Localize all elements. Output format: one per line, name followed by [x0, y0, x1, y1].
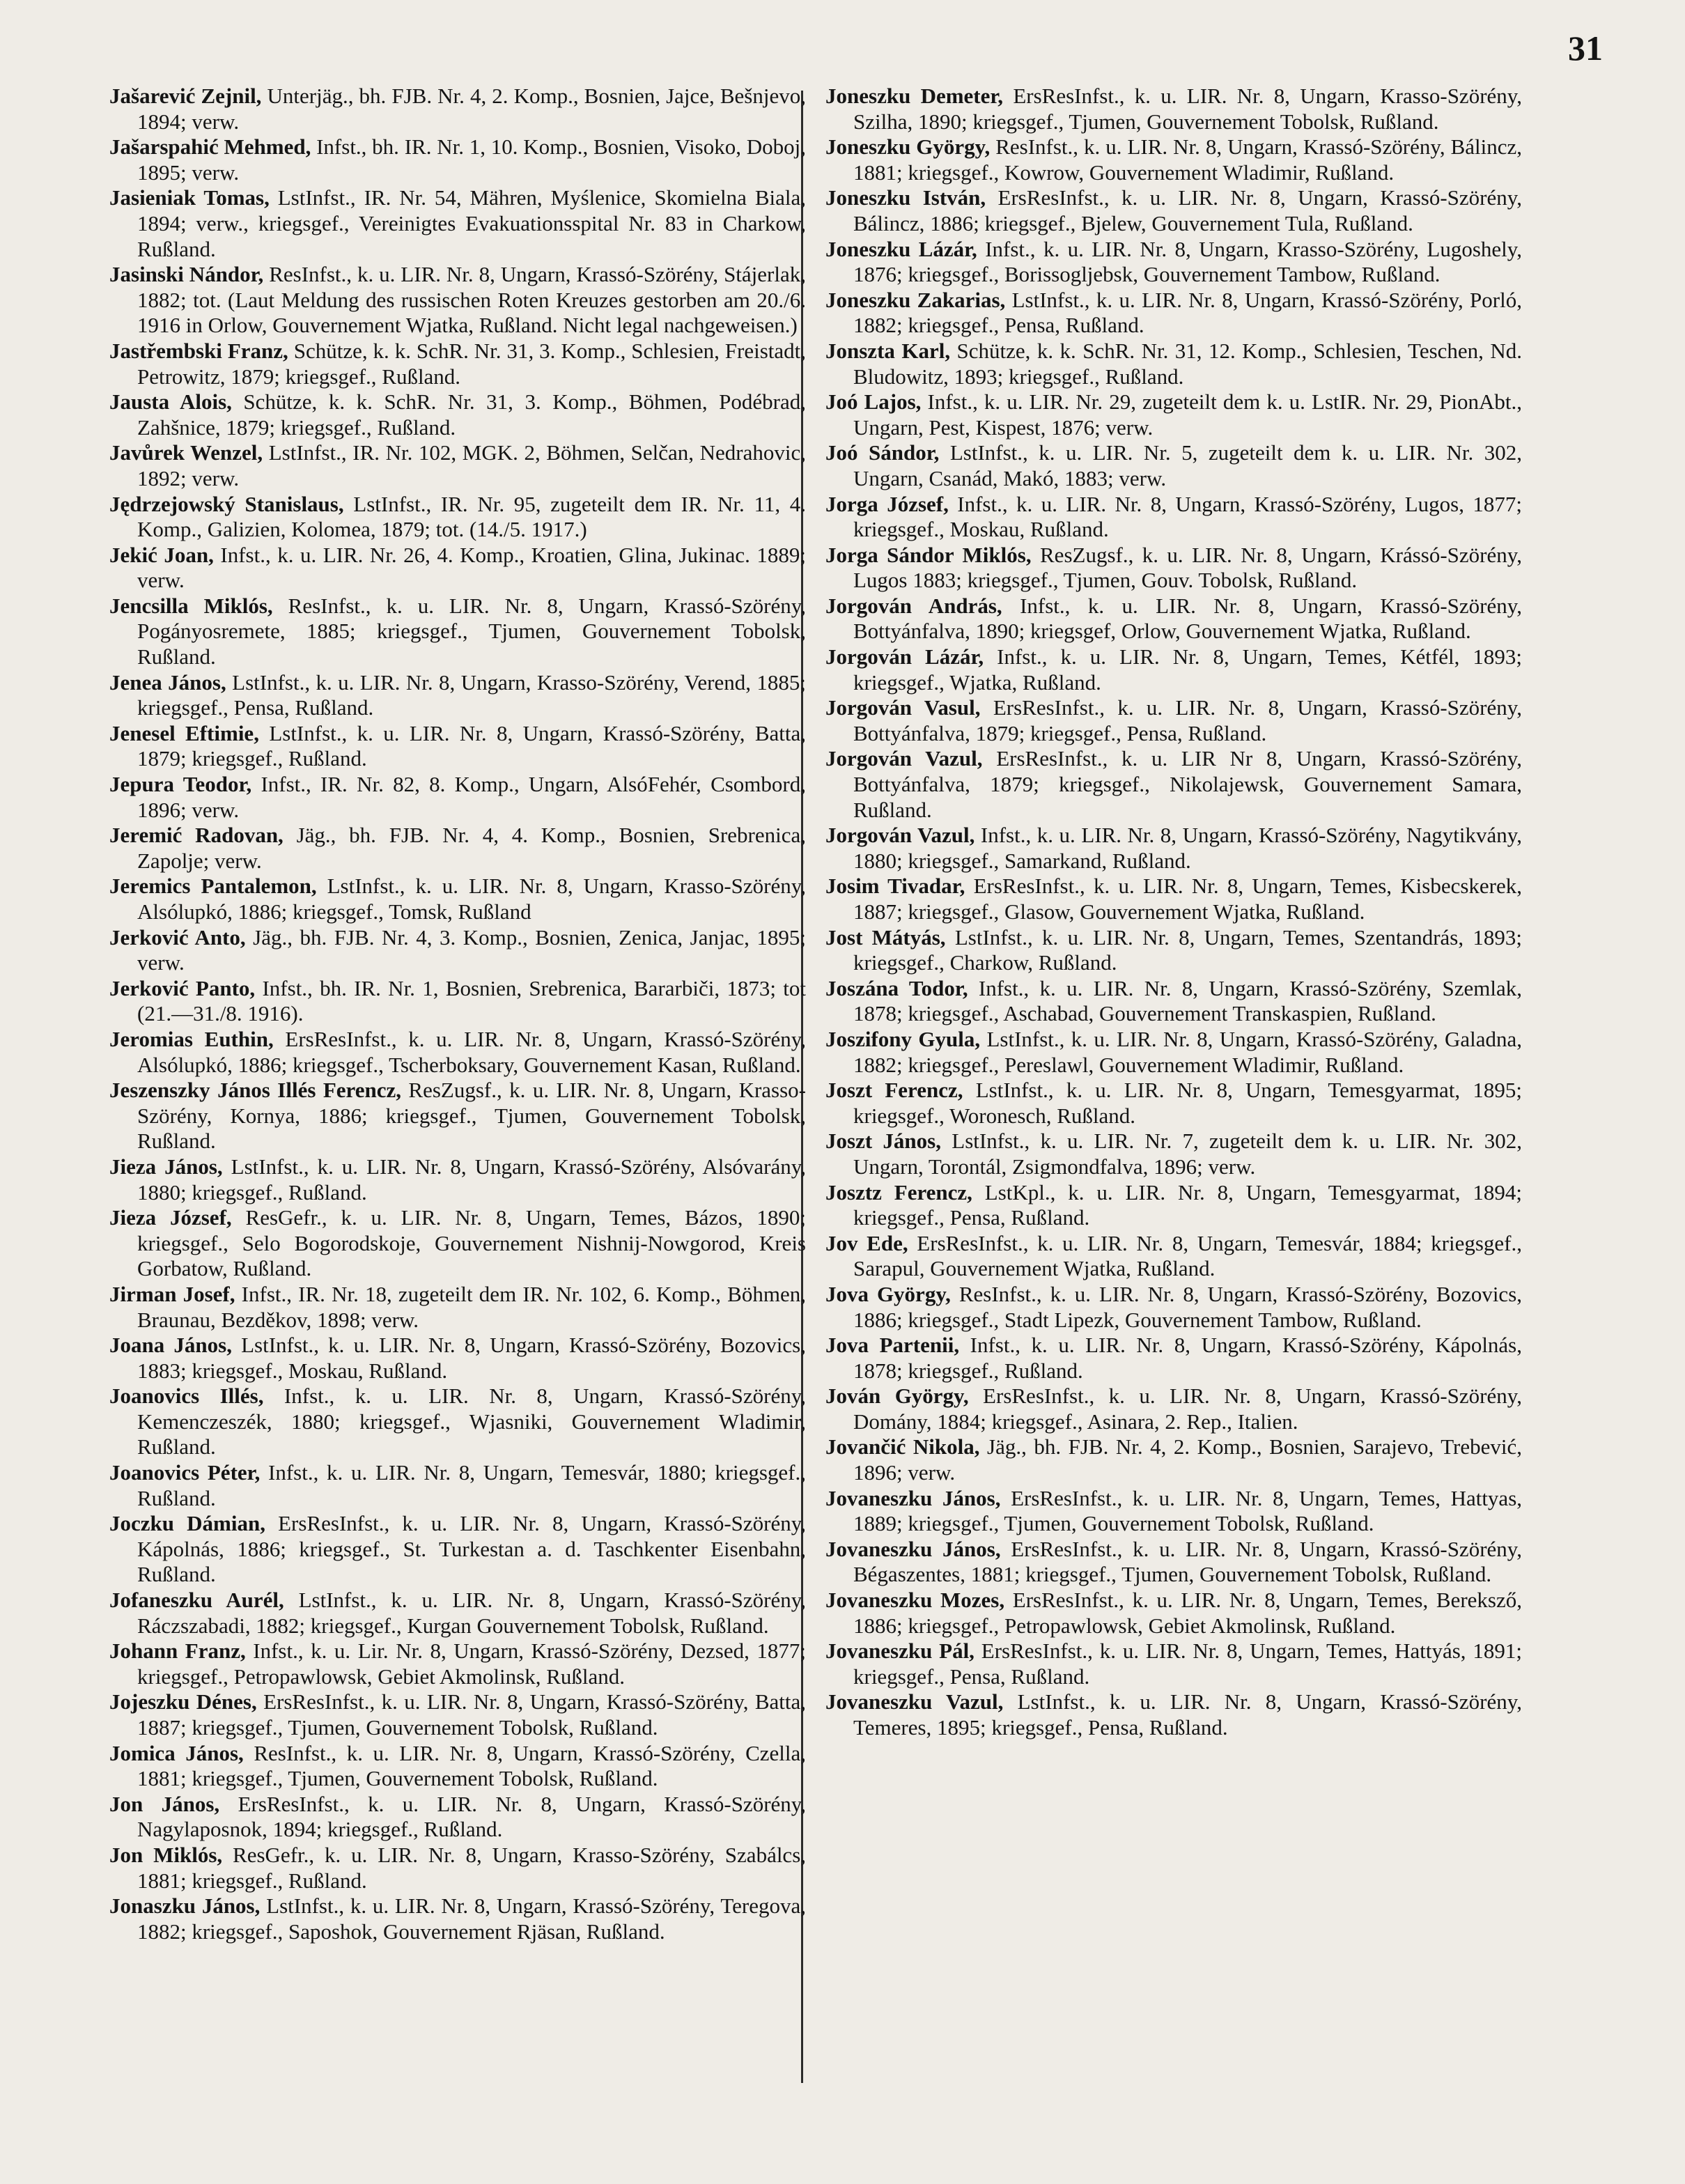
- entry-name: Johann Franz,: [109, 1639, 246, 1664]
- list-entry: [109, 1639, 806, 1689]
- entry-name: Josim Tivadar,: [825, 874, 965, 899]
- entry-details: LstInfst., k. u. LIR. Nr. 8, Ungarn, Krassó-Szörény, Porló, 1882; kriegsgef., Pensa, Rußland.: [853, 287, 1522, 338]
- entry-details: ErsResInfst., k. u. LIR. Nr. 8, Ungarn, Krassó-Szörény, Bégaszentes, 1881; kriegsgef., Tjumen, Gouvernement Tobolsk, Rußland.: [853, 1536, 1523, 1587]
- list-entry: [825, 644, 1522, 695]
- entry-name: Jorgován Vazul,: [825, 746, 983, 771]
- entry-name: Joszt János,: [825, 1129, 941, 1154]
- entry-name: Jorgován Vasul,: [825, 695, 981, 720]
- entry-details: ErsResInfst., k. u. LIR. Nr. 8, Ungarn, Krassó-Szörény, Bottyánfalva, 1879; kriegsgef., Pensa, Rußland.: [853, 695, 1523, 745]
- entry-details: Infst., k. u. LIR. Nr. 8, Ungarn, Krassó-Szörény, Szemlak, 1878; kriegsgef., Aschabad, Gouvernement Transkaspien, Rußland.: [853, 975, 1522, 1026]
- list-entry: [109, 134, 806, 185]
- entry-details: Schütze, k. k. SchR. Nr. 31, 3. Komp., Böhmen, Podébrad, Zahšnice, 1879; kriegsgef., Rußland.: [137, 389, 806, 440]
- entry-details: Jäg., bh. FJB. Nr. 4, 3. Komp., Bosnien, Zenica, Janjac, 1895; verw.: [137, 924, 807, 975]
- list-entry: [109, 721, 806, 772]
- entry-details: ResGefr., k. u. LIR. Nr. 8, Ungarn, Krasso-Szörény, Szabálcs, 1881; kriegsgef., Rußland.: [137, 1842, 807, 1893]
- entry-name: Jonszta Karl,: [825, 338, 951, 363]
- list-entry: [825, 1588, 1522, 1639]
- entry-name: Joó Lajos,: [825, 389, 922, 415]
- entry-details: Schütze, k. k. SchR. Nr. 31, 12. Komp., Schlesien, Teschen, Nd. Bludowitz, 1893; kriegsgef., Rußland.: [853, 338, 1523, 389]
- entry-name: Jerković Panto,: [109, 975, 256, 1000]
- entry-details: ResZugsf., k. u. LIR. Nr. 8, Ungarn, Krasso-Szörény, Kornya, 1886; kriegsgef., Tjumen, Gouvernement Tobolsk, Rußland.: [137, 1078, 806, 1154]
- list-entry: [825, 1027, 1522, 1078]
- entry-details: LstInfst., IR. Nr. 95, zugeteilt dem IR. Nr. 11, 4. Komp., Galizien, Kolomea, 1879; tot. (14./5. 1917.): [137, 491, 806, 542]
- entry-name: Joczku Dámian,: [109, 1511, 265, 1536]
- list-entry: [109, 1893, 806, 1944]
- list-entry: [825, 1639, 1522, 1689]
- entry-name: Jojeszku Dénes,: [109, 1689, 257, 1714]
- list-entry: [109, 440, 806, 491]
- list-entry: [109, 976, 806, 1027]
- entry-name: Joszt Ferencz,: [825, 1078, 963, 1103]
- list-entry: [825, 746, 1522, 823]
- entry-details: LstInfst., k. u. LIR. Nr. 8, Ungarn, Krasso-Szörény, Verend, 1885; kriegsgef., Pensa, Rußland.: [137, 669, 806, 720]
- list-entry: [825, 1231, 1522, 1282]
- entry-name: Jorgován András,: [825, 593, 1002, 618]
- entry-details: ErsResInfst., k. u. LIR. Nr. 8, Ungarn, Temesvár, 1884; kriegsgef., Sarapul, Gouvernement Wjatka, Rußland.: [853, 1230, 1522, 1281]
- list-entry: [825, 84, 1522, 134]
- entry-details: ErsResInfst., k. u. LIR. Nr. 8, Ungarn, Krassó-Szörény, Nagylaposnok, 1894; kriegsgef., Rußland.: [137, 1791, 807, 1842]
- list-entry: [825, 1434, 1522, 1485]
- list-entry: [109, 772, 806, 823]
- list-entry: [825, 1537, 1522, 1588]
- entry-name: Jerković Anto,: [109, 924, 246, 950]
- list-entry: [825, 1486, 1522, 1537]
- list-entry: [825, 1384, 1522, 1434]
- entry-details: ErsResInfst., k. u. LIR. Nr. 8, Ungarn, Temes, Bereksző, 1886; kriegsgef., Petropawlowsk, Gebiet Akmolinsk, Rußland.: [853, 1588, 1522, 1638]
- entry-details: ResInfst., k. u. LIR. Nr. 8, Ungarn, Krassó-Szörény, Bálincz, 1881; kriegsgef., Kowrow, Gouvernement Wladimir, Rußland.: [853, 134, 1523, 185]
- list-entry: [109, 1588, 806, 1639]
- list-entry: [109, 543, 806, 594]
- entry-details: ResInfst., k. u. LIR. Nr. 8, Ungarn, Krassó-Szörény, Stájerlak, 1882; tot. (Laut Meldung des russischen Roten Kreuzes gestorben am 20./6. 1916 in Orlow, Gouvernement Wjatka, Rußland. Nicht legal nachgeweisen.): [137, 262, 806, 338]
- list-entry: [109, 492, 806, 543]
- entry-details: LstKpl., k. u. LIR. Nr. 8, Ungarn, Temesgyarmat, 1894; kriegsgef., Pensa, Rußland.: [853, 1179, 1522, 1230]
- entry-details: ResZugsf., k. u. LIR. Nr. 8, Ungarn, Krássó-Szörény, Lugos 1883; kriegsgef., Tjumen, Gouv. Tobolsk, Rußland.: [853, 542, 1522, 593]
- entry-name: Javůrek Wenzel,: [109, 440, 263, 465]
- entry-name: Jekić Joan,: [109, 542, 214, 567]
- entry-details: Infst., k. u. LIR. Nr. 8, Ungarn, Krassó-Szörény, Bottyánfalva, 1890; kriegsgef, Orlow, Gouvernement Wjatka, Rußland.: [853, 593, 1522, 644]
- list-entry: [825, 1333, 1522, 1384]
- entry-details: Infst., k. u. LIR. Nr. 8, Ungarn, Krassó-Szörény, Kápolnás, 1878; kriegsgef., Rußland.: [853, 1333, 1522, 1383]
- list-entry: [825, 543, 1522, 594]
- entry-details: LstInfst., k. u. LIR. Nr. 8, Ungarn, Krassó-Szörény, Alsóvarány, 1880; kriegsgef., Rußland.: [137, 1154, 807, 1205]
- entry-details: LstInfst., k. u. LIR. Nr. 8, Ungarn, Krassó-Szörény, Batta, 1879; kriegsgef., Rußland.: [137, 720, 806, 771]
- list-entry: [825, 288, 1522, 339]
- entry-details: ErsResInfst., k. u. LIR. Nr. 8, Ungarn, Krassó-Szörény, Kápolnás, 1886; kriegsgef., St. Turkestan a. d. Taschkenter Eisenbahn, Rußland.: [137, 1511, 806, 1587]
- entry-details: Infst., k. u. LIR. Nr. 8, Ungarn, Krasso-Szörény, Lugoshely, 1876; kriegsgef., Borissoglјebsk, Gouvernement Tambow, Rußland.: [853, 236, 1523, 287]
- entry-details: LstInfst., k. u. LIR. Nr. 8, Ungarn, Temes, Szentandrás, 1893; kriegsgef., Charkow, Rußland.: [853, 924, 1522, 975]
- entry-details: Infst., k. u. LIR. Nr. 29, zugeteilt dem k. u. LstIR. Nr. 29, PionAbt., Ungarn, Pest, Kispest, 1876; verw.: [853, 389, 1522, 440]
- list-entry: [109, 84, 806, 134]
- list-entry: [825, 134, 1522, 185]
- list-entry: [109, 339, 806, 389]
- entry-name: Jašarspahić Mehmed,: [109, 134, 311, 160]
- entry-details: ResGefr., k. u. LIR. Nr. 8, Ungarn, Temes, Bázos, 1890; kriegsgef., Selo Bogorodskoje, Gouvernement Nishnij-Nowgorod, Kreis Gorbatow, Rußland.: [137, 1205, 806, 1281]
- entry-name: Jon Miklós,: [109, 1842, 223, 1867]
- entry-name: Jorgován Vazul,: [825, 823, 975, 848]
- list-entry: [825, 237, 1522, 288]
- list-entry: [109, 262, 806, 339]
- entry-details: LstInfst., IR. Nr. 102, MGK. 2, Böhmen, Selčan, Nedrahovic, 1892; verw.: [137, 440, 806, 490]
- entry-name: Jov Ede,: [825, 1230, 908, 1255]
- entry-details: ResInfst., k. u. LIR. Nr. 8, Ungarn, Krassó-Szörény, Czella, 1881; kriegsgef., Tjumen, Gouvernement Tobolsk, Rußland.: [137, 1740, 807, 1791]
- entry-name: Jovančić Nikola,: [825, 1434, 980, 1459]
- entry-details: LstInfst., k. u. LIR. Nr. 8, Ungarn, Krassó-Szörény, Galadna, 1882; kriegsgef., Pereslawl, Gouvernement Wladimir, Rußland.: [853, 1026, 1522, 1077]
- list-entry: [109, 1333, 806, 1384]
- entry-details: LstInfst., k. u. LIR. Nr. 8, Ungarn, Krassó-Szörény, Temeres, 1895; kriegsgef., Pensa, Rußland.: [853, 1689, 1522, 1740]
- list-entry: [109, 1689, 806, 1740]
- list-entry: [825, 594, 1522, 644]
- entry-details: ResInfst., k. u. LIR. Nr. 8, Ungarn, Krassó-Szörény, Bozovics, 1886; kriegsgef., Stadt Lipezk, Gouvernement Tambow, Rußland.: [853, 1281, 1523, 1332]
- entry-name: Joneszku György,: [825, 134, 991, 160]
- list-entry: [109, 594, 806, 670]
- entry-details: ErsResInfst., k. u. LIR. Nr. 8, Ungarn, Temes, Hattyas, 1889; kriegsgef., Tjumen, Gouvernement Tobolsk, Rußland.: [853, 1485, 1523, 1536]
- entry-details: Infst., bh. IR. Nr. 1, Bosnien, Srebrenica, Bararbiči, 1873; tot (21.—31./8. 1916).: [137, 975, 807, 1026]
- entry-name: Jeremić Radovan,: [109, 823, 284, 848]
- entry-name: Jeromias Euthin,: [109, 1026, 274, 1051]
- entry-details: ErsResInfst., k. u. LIR. Nr. 8, Ungarn, Krassó-Szörény, Domány, 1884; kriegsgef., Asinara, 2. Rep., Italien.: [853, 1384, 1522, 1434]
- list-entry: [109, 925, 806, 976]
- entry-details: Infst., k. u. Lir. Nr. 8, Ungarn, Krassó-Szörény, Dezsed, 1877; kriegsgef., Petropawlowsk, Gebiet Akmolinsk, Rußland.: [137, 1639, 806, 1689]
- entry-details: LstInfst., k. u. LIR. Nr. 7, zugeteilt dem k. u. LIR. Nr. 302, Ungarn, Torontál, Zsigmondfalva, 1896; verw.: [853, 1129, 1522, 1179]
- entry-name: Jovaneszku János,: [825, 1536, 1001, 1561]
- entry-name: Jasieniak Tomas,: [109, 185, 270, 210]
- list-entry: [109, 1154, 806, 1205]
- list-entry: [825, 874, 1522, 924]
- entry-name: Joneszku Demeter,: [825, 84, 1004, 108]
- entry-name: Jenea János,: [109, 669, 226, 695]
- list-entry: [109, 1384, 806, 1460]
- entry-details: ErsResInfst., k. u. LIR. Nr. 8, Ungarn, Temes, Kisbecskerek, 1887; kriegsgef., Glasow, Gouvernement Wjatka, Rußland.: [853, 874, 1522, 924]
- entry-details: Infst., k. u. LIR. Nr. 8, Ungarn, Temes, Kétfél, 1893; kriegsgef., Wjatka, Rußland.: [853, 644, 1522, 695]
- entry-name: Jorgován Lázár,: [825, 644, 984, 669]
- entry-details: Infst., bh. IR. Nr. 1, 10. Komp., Bosnien, Visoko, Doboj, 1895; verw.: [137, 134, 807, 185]
- entry-name: Jędrzejowský Stanislaus,: [109, 491, 344, 516]
- entry-details: Infst., IR. Nr. 18, zugeteilt dem IR. Nr. 102, 6. Komp., Böhmen, Braunau, Bezděkov, 1898; verw.: [137, 1281, 806, 1332]
- right-column: [825, 84, 1522, 1741]
- entry-name: Jepura Teodor,: [109, 772, 252, 797]
- entry-details: LstInfst., k. u. LIR. Nr. 8, Ungarn, Krassó-Szörény, Ráczszabadi, 1882; kriegsgef., Kurgan Gouvernement Tobolsk, Rußland.: [137, 1588, 806, 1638]
- entry-name: Jon János,: [109, 1791, 220, 1816]
- entry-name: Jorga Sándor Miklós,: [825, 542, 1032, 567]
- list-entry: [825, 695, 1522, 746]
- list-entry: [109, 1027, 806, 1078]
- list-entry: [825, 925, 1522, 976]
- list-entry: [825, 440, 1522, 491]
- entry-details: Infst., k. u. LIR. Nr. 8, Ungarn, Temesvár, 1880; kriegsgef., Rußland.: [137, 1460, 806, 1510]
- list-entry: [109, 1792, 806, 1843]
- entry-name: Jován György,: [825, 1384, 969, 1409]
- entry-name: Joszána Todor,: [825, 975, 968, 1000]
- entry-details: Infst., k. u. LIR. Nr. 8, Ungarn, Krassó-Szörény, Nagytikvány, 1880; kriegsgef., Samarkand, Rußland.: [853, 823, 1522, 873]
- entry-name: Jorga József,: [825, 491, 949, 516]
- entry-name: Jastřembski Franz,: [109, 338, 288, 363]
- list-entry: [825, 492, 1522, 543]
- list-entry: [109, 1282, 806, 1333]
- list-entry: [109, 389, 806, 440]
- entry-details: Schütze, k. k. SchR. Nr. 31, 3. Komp., Schlesien, Freistadt, Petrowitz, 1879; kriegsgef., Rußland.: [137, 338, 806, 389]
- list-entry: [109, 1843, 806, 1893]
- entry-details: Infst., IR. Nr. 82, 8. Komp., Ungarn, AlsóFehér, Csombord, 1896; verw.: [137, 772, 806, 822]
- entry-name: Joanovics Illés,: [109, 1384, 264, 1409]
- list-entry: [109, 823, 806, 874]
- list-entry: [109, 1205, 806, 1282]
- entry-details: ResInfst., k. u. LIR. Nr. 8, Ungarn, Krassó-Szörény, Pogányosremete, 1885; kriegsgef., Tjumen, Gouvernement Tobolsk, Rußland.: [137, 593, 806, 669]
- list-entry: [825, 976, 1522, 1027]
- entry-name: Jenesel Eftimie,: [109, 720, 259, 745]
- entry-name: Jašarević Zejnil,: [109, 84, 262, 108]
- entry-name: Jirman Josef,: [109, 1281, 235, 1306]
- list-entry: [109, 1741, 806, 1792]
- entry-details: Jäg., bh. FJB. Nr. 4, 2. Komp., Bosnien, Sarajevo, Trebević, 1896; verw.: [853, 1434, 1522, 1485]
- list-entry: [825, 823, 1522, 874]
- entry-details: ErsResInfst., k. u. LIR. Nr. 8, Ungarn, Krasso-Szörény, Szilha, 1890; kriegsgef., Tjumen, Gouvernement Tobolsk, Rußland.: [853, 84, 1523, 134]
- entry-name: Jomica János,: [109, 1740, 244, 1765]
- list-entry: [825, 1689, 1522, 1740]
- entry-name: Jova György,: [825, 1281, 951, 1306]
- list-entry: [109, 1511, 806, 1588]
- entry-name: Joneszku Lázár,: [825, 236, 977, 261]
- entry-details: Unterjäg., bh. FJB. Nr. 4, 2. Komp., Bosnien, Jajce, Bešnjevo, 1894; verw.: [137, 84, 806, 134]
- list-entry: [109, 874, 806, 924]
- page-number: 31: [1568, 29, 1603, 68]
- entry-name: Joneszku István,: [825, 185, 986, 210]
- entry-name: Jovaneszku Pál,: [825, 1639, 974, 1664]
- entry-name: Joszifony Gyula,: [825, 1026, 981, 1051]
- entry-name: Jausta Alois,: [109, 389, 232, 415]
- entry-name: Jieza József,: [109, 1205, 232, 1230]
- entry-details: Jäg., bh. FJB. Nr. 4, 4. Komp., Bosnien, Srebrenica, Zapolje; verw.: [137, 823, 806, 873]
- entry-name: Joana János,: [109, 1333, 232, 1358]
- entry-name: Jieza János,: [109, 1154, 223, 1179]
- entry-details: ErsResInfst., k. u. LIR. Nr. 8, Ungarn, Krassó-Szörény, Batta, 1887; kriegsgef., Tjumen, Gouvernement Tobolsk, Rußland.: [137, 1689, 806, 1740]
- entry-name: Joneszku Zakarias,: [825, 287, 1006, 312]
- entry-details: Infst., k. u. LIR. Nr. 26, 4. Komp., Kroatien, Glina, Jukinac. 1889; verw.: [137, 542, 806, 593]
- list-entry: [109, 1460, 806, 1511]
- list-entry: [825, 1078, 1522, 1129]
- entry-name: Jeszenszky János Illés Ferencz,: [109, 1078, 401, 1103]
- list-entry: [109, 185, 806, 262]
- entry-details: LstInfst., k. u. LIR. Nr. 8, Ungarn, Krassó-Szörény, Teregova, 1882; kriegsgef., Saposhok, Gouvernement Rjäsan, Rußland.: [137, 1893, 806, 1944]
- entry-details: ErsResInfst., k. u. LIR Nr 8, Ungarn, Krassó-Szörény, Bottyánfalva, 1879; kriegsgef., Nikolajewsk, Gouvernement Samara, Rußland.: [853, 746, 1522, 822]
- list-entry: [825, 389, 1522, 440]
- entry-details: ErsResInfst., k. u. LIR. Nr. 8, Ungarn, Krassó-Szörény, Bálincz, 1886; kriegsgef., Bjelew, Gouvernement Tula, Rußland.: [853, 185, 1523, 235]
- entry-name: Joanovics Péter,: [109, 1460, 261, 1485]
- entry-name: Jofaneszku Aurél,: [109, 1588, 284, 1613]
- entry-details: Infst., k. u. LIR. Nr. 8, Ungarn, Krassó-Szörény, Lugos, 1877; kriegsgef., Moskau, Rußland.: [853, 491, 1522, 542]
- list-entry: [825, 339, 1522, 389]
- entry-details: Infst., k. u. LIR. Nr. 8, Ungarn, Krassó-Szörény, Kemenczeszék, 1880; kriegsgef., Wjasniki, Gouvernement Wladimir, Rußland.: [137, 1384, 806, 1459]
- entry-details: LstInfst., k. u. LIR. Nr. 8, Ungarn, Temesgyarmat, 1895; kriegsgef., Woronesch, Rußland.: [853, 1078, 1522, 1128]
- list-entry: [825, 1282, 1522, 1333]
- entry-details: LstInfst., k. u. LIR. Nr. 8, Ungarn, Krasso-Szörény, Alsólupkó, 1886; kriegsgef., Tomsk, Rußland: [137, 874, 806, 924]
- list-entry: [109, 1078, 806, 1154]
- entry-name: Jovaneszku Mozes,: [825, 1588, 1005, 1613]
- list-entry: [825, 1180, 1522, 1231]
- entry-details: LstInfst., IR. Nr. 54, Mähren, Myślenice, Skomielna Biala, 1894; verw., kriegsgef., Vereinigtes Evakuationsspital Nr. 83 in Charkow, Rußland.: [137, 185, 806, 261]
- entry-name: Jeremics Pantalemon,: [109, 874, 317, 899]
- entry-name: Jost Mátyás,: [825, 924, 946, 950]
- left-column: [109, 84, 806, 1944]
- entry-details: LstInfst., k. u. LIR. Nr. 5, zugeteilt dem k. u. LIR. Nr. 302, Ungarn, Csanád, Makó, 1883; verw.: [853, 440, 1522, 490]
- entry-details: ErsResInfst., k. u. LIR. Nr. 8, Ungarn, Krassó-Szörény, Alsólupkó, 1886; kriegsgef., Tscherboksary, Gouvernement Kasan, Rußland.: [137, 1026, 806, 1077]
- entry-name: Jovaneszku Vazul,: [825, 1689, 1004, 1714]
- entry-name: Jova Partenii,: [825, 1333, 960, 1358]
- entry-name: Josztz Ferencz,: [825, 1179, 972, 1205]
- list-entry: [109, 670, 806, 721]
- entry-details: ErsResInfst., k. u. LIR. Nr. 8, Ungarn, Temes, Hattyás, 1891; kriegsgef., Pensa, Rußland.: [853, 1639, 1522, 1689]
- entry-name: Jovaneszku János,: [825, 1485, 1001, 1510]
- entry-name: Jasinski Nándor,: [109, 262, 264, 287]
- entry-name: Joó Sándor,: [825, 440, 940, 465]
- entry-name: Jonaszku János,: [109, 1893, 261, 1919]
- entry-details: LstInfst., k. u. LIR. Nr. 8, Ungarn, Krassó-Szörény, Bozovics, 1883; kriegsgef., Moskau, Rußland.: [137, 1333, 806, 1383]
- entry-name: Jencsilla Miklós,: [109, 593, 273, 618]
- list-entry: [825, 185, 1522, 236]
- list-entry: [825, 1129, 1522, 1179]
